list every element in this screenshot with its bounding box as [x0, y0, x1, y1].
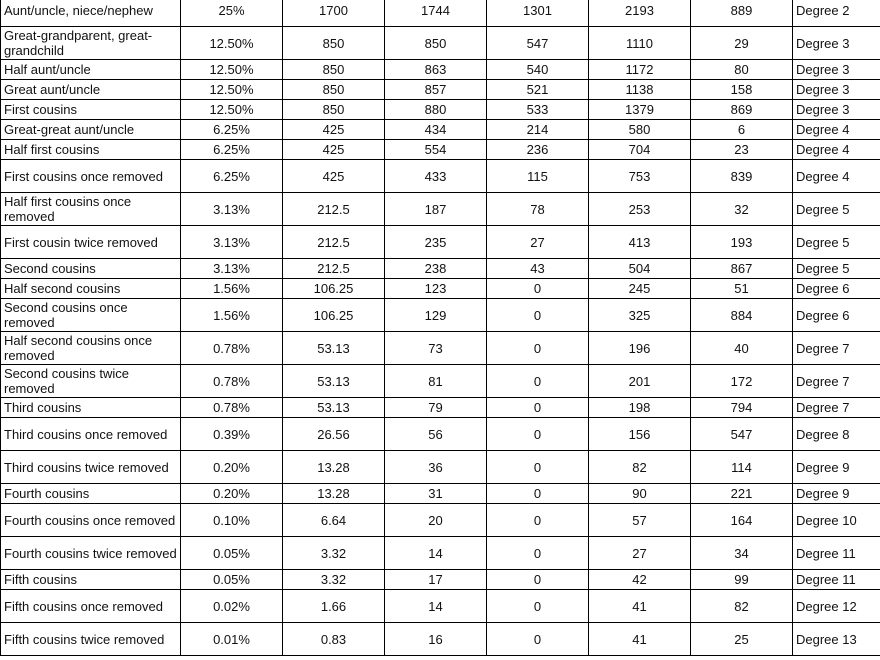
- table-row: [1, 537, 880, 570]
- cell-count: 839: [691, 160, 793, 193]
- cell-relationship: Second cousins twice removed: [1, 365, 181, 398]
- cell-low: 0: [487, 418, 589, 451]
- cell-low: 0: [487, 279, 589, 299]
- cell-relationship: First cousins once removed: [1, 160, 181, 193]
- table-row: [1, 140, 880, 160]
- table-row: [1, 279, 880, 299]
- cell-expected: 850: [283, 27, 385, 60]
- cell-low: 27: [487, 226, 589, 259]
- cell-expected: 6.64: [283, 504, 385, 537]
- cell-low: 0: [487, 623, 589, 656]
- cell-count: 164: [691, 504, 793, 537]
- table-row: [1, 80, 880, 100]
- cell-high: 504: [589, 259, 691, 279]
- cell-degree: Degree 11: [793, 570, 880, 590]
- cell-expected: 212.5: [283, 193, 385, 226]
- cell-count: 32: [691, 193, 793, 226]
- table-row: [1, 365, 880, 398]
- cell-low: 214: [487, 120, 589, 140]
- cell-average: 36: [385, 451, 487, 484]
- cell-degree: Degree 7: [793, 398, 880, 418]
- cell-percent: 0.05%: [181, 537, 283, 570]
- cell-percent: 0.10%: [181, 504, 283, 537]
- cell-count: 82: [691, 590, 793, 623]
- cell-relationship: Half first cousins once removed: [1, 193, 181, 226]
- cell-average: 14: [385, 590, 487, 623]
- cell-low: 78: [487, 193, 589, 226]
- cell-average: 73: [385, 332, 487, 365]
- cell-average: 863: [385, 60, 487, 80]
- cell-average: 857: [385, 80, 487, 100]
- cell-degree: Degree 11: [793, 537, 880, 570]
- cell-high: 27: [589, 537, 691, 570]
- cell-high: 156: [589, 418, 691, 451]
- table-row: [1, 120, 880, 140]
- cell-expected: 425: [283, 160, 385, 193]
- cell-count: 867: [691, 259, 793, 279]
- cell-percent: 12.50%: [181, 60, 283, 80]
- cell-high: 90: [589, 484, 691, 504]
- table-row: [1, 100, 880, 120]
- table-row: [1, 299, 880, 332]
- table-row: [1, 398, 880, 418]
- cell-percent: 6.25%: [181, 160, 283, 193]
- cell-count: 221: [691, 484, 793, 504]
- cell-expected: 53.13: [283, 398, 385, 418]
- cell-percent: 0.20%: [181, 484, 283, 504]
- table-row: [1, 570, 880, 590]
- cell-degree: Degree 10: [793, 504, 880, 537]
- cell-high: 42: [589, 570, 691, 590]
- cell-relationship: Fourth cousins once removed: [1, 504, 181, 537]
- cell-count: 547: [691, 418, 793, 451]
- cell-relationship: First cousin twice removed: [1, 226, 181, 259]
- cell-degree: Degree 5: [793, 193, 880, 226]
- table-row: [1, 0, 880, 27]
- cell-expected: 425: [283, 140, 385, 160]
- cell-high: 1110: [589, 27, 691, 60]
- table-row: [1, 27, 880, 60]
- cell-low: 533: [487, 100, 589, 120]
- cell-low: 0: [487, 299, 589, 332]
- cell-expected: 13.28: [283, 451, 385, 484]
- cell-degree: Degree 9: [793, 484, 880, 504]
- cell-relationship: Fourth cousins: [1, 484, 181, 504]
- cell-average: 434: [385, 120, 487, 140]
- cell-degree: Degree 3: [793, 100, 880, 120]
- cell-degree: Degree 7: [793, 332, 880, 365]
- cell-percent: 1.56%: [181, 299, 283, 332]
- cell-average: 20: [385, 504, 487, 537]
- cell-percent: 0.78%: [181, 365, 283, 398]
- cell-percent: 1.56%: [181, 279, 283, 299]
- cell-low: 0: [487, 504, 589, 537]
- cell-percent: 12.50%: [181, 100, 283, 120]
- cell-degree: Degree 3: [793, 60, 880, 80]
- table-row: [1, 226, 880, 259]
- cell-expected: 26.56: [283, 418, 385, 451]
- cell-average: 16: [385, 623, 487, 656]
- cell-count: 80: [691, 60, 793, 80]
- cell-low: 115: [487, 160, 589, 193]
- cell-degree: Degree 4: [793, 120, 880, 140]
- cell-average: 56: [385, 418, 487, 451]
- cell-low: 0: [487, 365, 589, 398]
- cell-percent: 3.13%: [181, 259, 283, 279]
- table-row: [1, 484, 880, 504]
- cell-degree: Degree 4: [793, 160, 880, 193]
- cell-relationship: Aunt/uncle, niece/nephew: [1, 0, 181, 27]
- cell-expected: 425: [283, 120, 385, 140]
- cell-degree: Degree 7: [793, 365, 880, 398]
- cell-high: 580: [589, 120, 691, 140]
- cell-average: 123: [385, 279, 487, 299]
- cell-percent: 25%: [181, 0, 283, 27]
- cell-degree: Degree 5: [793, 226, 880, 259]
- cell-percent: 3.13%: [181, 193, 283, 226]
- table-row: [1, 332, 880, 365]
- cell-average: 81: [385, 365, 487, 398]
- cell-high: 2193: [589, 0, 691, 27]
- cell-expected: 106.25: [283, 299, 385, 332]
- cell-high: 325: [589, 299, 691, 332]
- cell-average: 187: [385, 193, 487, 226]
- cell-percent: 0.02%: [181, 590, 283, 623]
- cell-low: 0: [487, 537, 589, 570]
- cell-relationship: Great-great aunt/uncle: [1, 120, 181, 140]
- cell-average: 850: [385, 27, 487, 60]
- cell-percent: 0.39%: [181, 418, 283, 451]
- cell-relationship: Fifth cousins twice removed: [1, 623, 181, 656]
- cell-count: 25: [691, 623, 793, 656]
- table-row: [1, 193, 880, 226]
- cell-degree: Degree 6: [793, 299, 880, 332]
- cell-expected: 0.83: [283, 623, 385, 656]
- cell-relationship: Second cousins: [1, 259, 181, 279]
- cell-expected: 53.13: [283, 365, 385, 398]
- cell-degree: Degree 3: [793, 80, 880, 100]
- cell-expected: 212.5: [283, 226, 385, 259]
- cell-degree: Degree 12: [793, 590, 880, 623]
- cell-relationship: Third cousins: [1, 398, 181, 418]
- cell-low: 0: [487, 484, 589, 504]
- cell-low: 0: [487, 590, 589, 623]
- cell-high: 201: [589, 365, 691, 398]
- cell-degree: Degree 4: [793, 140, 880, 160]
- cell-degree: Degree 6: [793, 279, 880, 299]
- cell-average: 31: [385, 484, 487, 504]
- cell-average: 17: [385, 570, 487, 590]
- table-row: [1, 623, 880, 656]
- cell-high: 253: [589, 193, 691, 226]
- cell-low: 0: [487, 398, 589, 418]
- table-body: [1, 0, 880, 656]
- cell-count: 29: [691, 27, 793, 60]
- cell-low: 521: [487, 80, 589, 100]
- cell-percent: 3.13%: [181, 226, 283, 259]
- cell-count: 869: [691, 100, 793, 120]
- cell-high: 753: [589, 160, 691, 193]
- table-row: [1, 259, 880, 279]
- cell-relationship: Fifth cousins once removed: [1, 590, 181, 623]
- table-row: [1, 418, 880, 451]
- cell-average: 433: [385, 160, 487, 193]
- table-row: [1, 451, 880, 484]
- cell-expected: 1700: [283, 0, 385, 27]
- cell-count: 172: [691, 365, 793, 398]
- cell-expected: 850: [283, 60, 385, 80]
- cell-percent: 6.25%: [181, 120, 283, 140]
- cell-high: 198: [589, 398, 691, 418]
- cell-degree: Degree 9: [793, 451, 880, 484]
- cell-average: 880: [385, 100, 487, 120]
- cell-relationship: Third cousins once removed: [1, 418, 181, 451]
- cell-expected: 13.28: [283, 484, 385, 504]
- cell-expected: 3.32: [283, 537, 385, 570]
- cell-average: 129: [385, 299, 487, 332]
- cell-degree: Degree 5: [793, 259, 880, 279]
- cell-low: 547: [487, 27, 589, 60]
- cell-high: 41: [589, 590, 691, 623]
- cell-count: 23: [691, 140, 793, 160]
- cell-low: 0: [487, 570, 589, 590]
- table-row: [1, 590, 880, 623]
- cell-average: 238: [385, 259, 487, 279]
- cell-high: 1138: [589, 80, 691, 100]
- cell-count: 794: [691, 398, 793, 418]
- cell-relationship: Second cousins once removed: [1, 299, 181, 332]
- cell-relationship: Half second cousins: [1, 279, 181, 299]
- cell-degree: Degree 3: [793, 27, 880, 60]
- cell-expected: 1.66: [283, 590, 385, 623]
- table-row: [1, 60, 880, 80]
- cell-low: 236: [487, 140, 589, 160]
- cell-expected: 850: [283, 100, 385, 120]
- cell-relationship: Third cousins twice removed: [1, 451, 181, 484]
- cell-count: 158: [691, 80, 793, 100]
- cell-expected: 212.5: [283, 259, 385, 279]
- cell-expected: 53.13: [283, 332, 385, 365]
- cell-relationship: Fifth cousins: [1, 570, 181, 590]
- cell-percent: 0.78%: [181, 332, 283, 365]
- cell-percent: 6.25%: [181, 140, 283, 160]
- cell-low: 540: [487, 60, 589, 80]
- cell-relationship: Half second cousins once removed: [1, 332, 181, 365]
- cell-relationship: Fourth cousins twice removed: [1, 537, 181, 570]
- table-row: [1, 160, 880, 193]
- cell-high: 413: [589, 226, 691, 259]
- cell-percent: 0.78%: [181, 398, 283, 418]
- cell-percent: 12.50%: [181, 80, 283, 100]
- cell-degree: Degree 8: [793, 418, 880, 451]
- cell-high: 704: [589, 140, 691, 160]
- cell-average: 79: [385, 398, 487, 418]
- cell-average: 1744: [385, 0, 487, 27]
- cell-percent: 0.20%: [181, 451, 283, 484]
- cell-low: 0: [487, 451, 589, 484]
- table-row: [1, 504, 880, 537]
- cell-high: 1379: [589, 100, 691, 120]
- cell-count: 99: [691, 570, 793, 590]
- cell-expected: 3.32: [283, 570, 385, 590]
- cell-degree: Degree 2: [793, 0, 880, 27]
- cell-average: 14: [385, 537, 487, 570]
- cell-count: 34: [691, 537, 793, 570]
- cell-count: 40: [691, 332, 793, 365]
- cell-count: 889: [691, 0, 793, 27]
- cell-high: 41: [589, 623, 691, 656]
- cell-high: 57: [589, 504, 691, 537]
- cell-average: 554: [385, 140, 487, 160]
- cell-count: 884: [691, 299, 793, 332]
- cell-relationship: Great aunt/uncle: [1, 80, 181, 100]
- cell-percent: 0.05%: [181, 570, 283, 590]
- cell-expected: 850: [283, 80, 385, 100]
- cell-count: 51: [691, 279, 793, 299]
- cell-low: 1301: [487, 0, 589, 27]
- cell-high: 1172: [589, 60, 691, 80]
- cell-count: 114: [691, 451, 793, 484]
- cell-relationship: Half aunt/uncle: [1, 60, 181, 80]
- cell-degree: Degree 13: [793, 623, 880, 656]
- cell-relationship: Great-grandparent, great-grandchild: [1, 27, 181, 60]
- cell-percent: 12.50%: [181, 27, 283, 60]
- cell-low: 0: [487, 332, 589, 365]
- cell-expected: 106.25: [283, 279, 385, 299]
- cell-high: 196: [589, 332, 691, 365]
- cell-count: 193: [691, 226, 793, 259]
- cell-percent: 0.01%: [181, 623, 283, 656]
- cell-average: 235: [385, 226, 487, 259]
- cell-relationship: Half first cousins: [1, 140, 181, 160]
- cell-high: 245: [589, 279, 691, 299]
- cell-low: 43: [487, 259, 589, 279]
- cell-count: 6: [691, 120, 793, 140]
- cell-high: 82: [589, 451, 691, 484]
- cell-relationship: First cousins: [1, 100, 181, 120]
